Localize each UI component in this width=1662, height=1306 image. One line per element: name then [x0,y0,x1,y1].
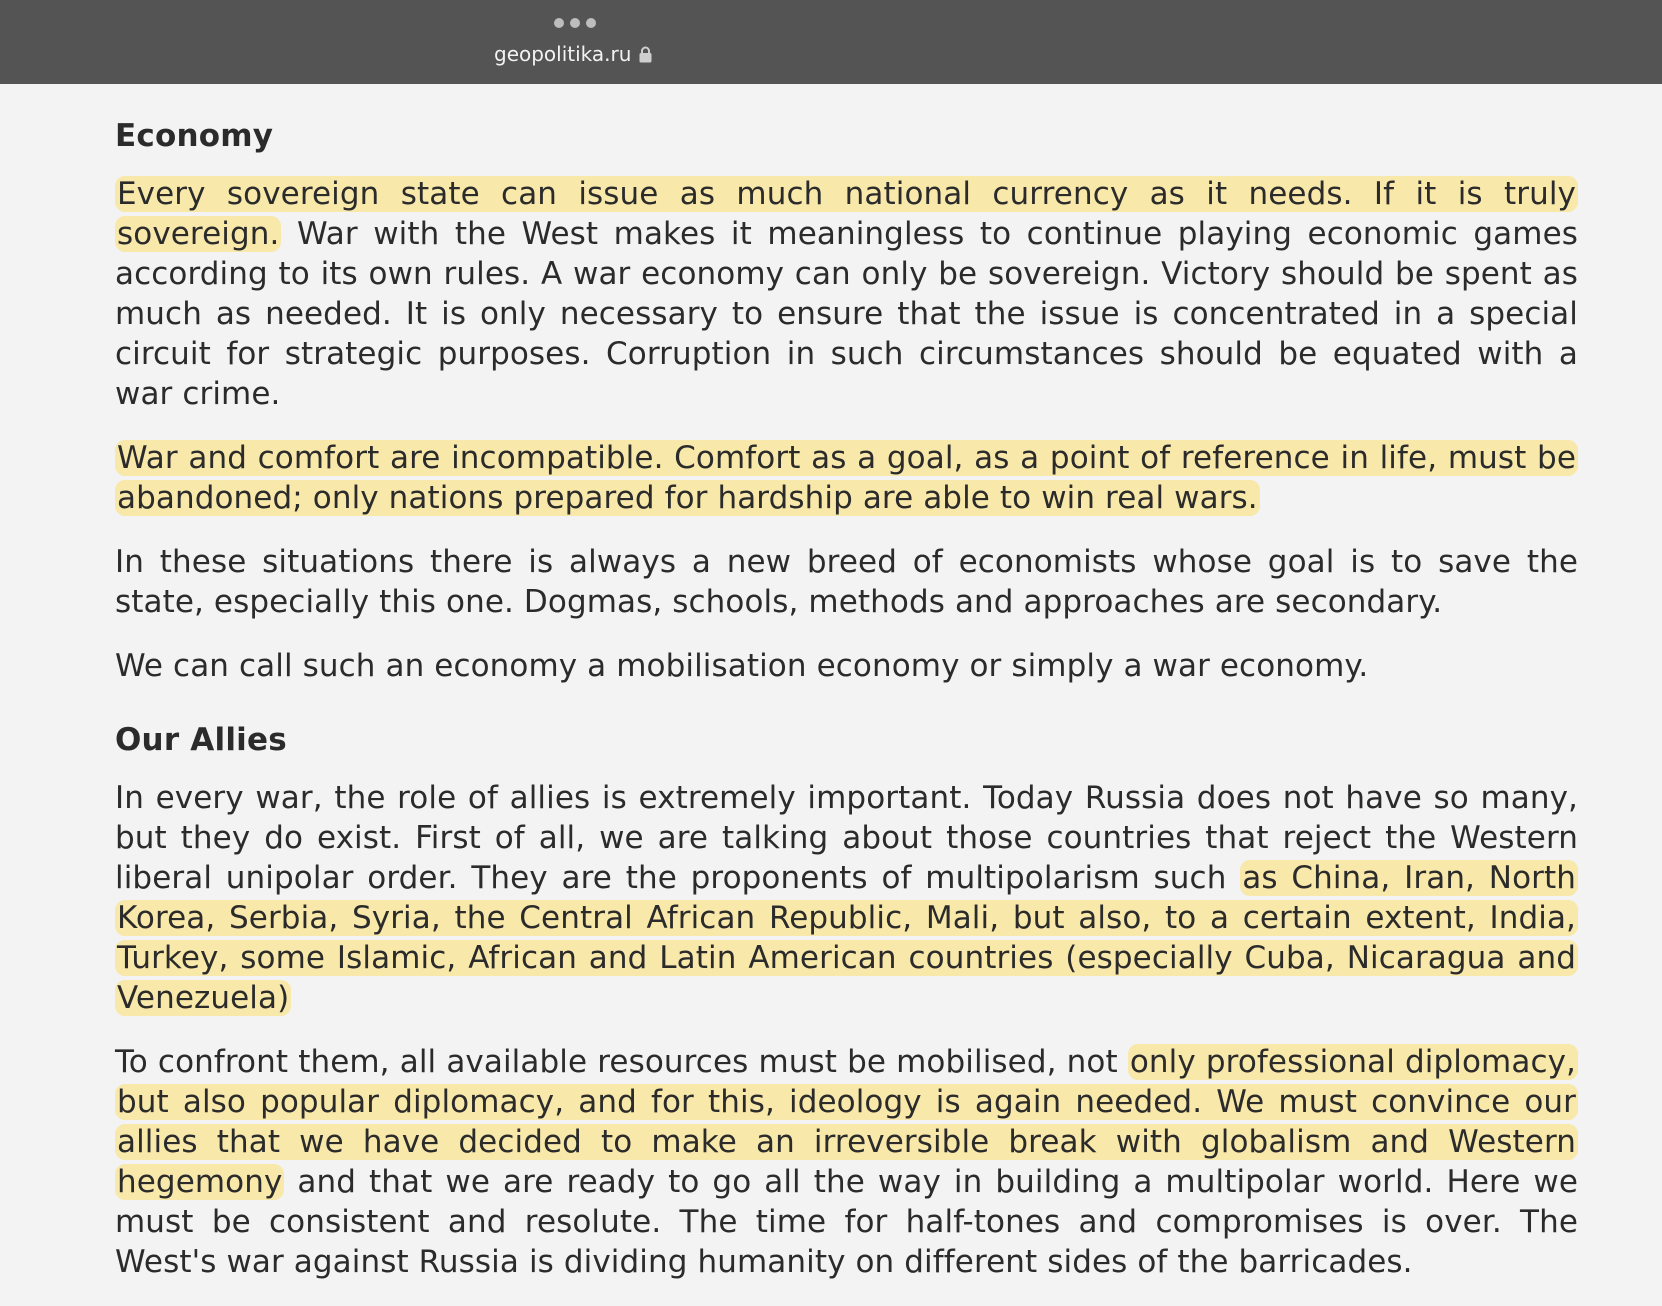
highlighted-text: as China, Iran, North Korea, Serbia, Syria, the Central African Republic, Mali, but also, to a certain extent, India, Turkey, some Islamic, African and Latin American countries (especially Cuba, Nicaragua and Venezuela) [117,860,1576,1016]
paragraph-text: and that we are ready to go all the way in building a multipolar world. Here we must be consistent and resolute. The time for half-tones and compromises is over. The West's war against Russia is dividing humanity on different sides of the barricades. [115,1164,1578,1280]
more-options-icon[interactable] [554,18,596,28]
paragraph [115,646,1578,686]
section-heading-our-allies: Our Allies [115,722,287,758]
paragraph-text: To confront them, all available resources must be mobilised, not [115,1044,1128,1080]
paragraph-text: In these situations there is always a new breed of economists whose goal is to save the state, especially this one. Dogmas, schools, methods and approaches are secondary. [115,544,1578,620]
highlighted-text: Every sovereign state can issue as much national currency as it needs. If it is truly sovereign. [117,176,1576,252]
browser-toolbar [0,0,1662,84]
paragraph-text: In every war, the role of allies is extremely important. Today Russia does not have so many, but they do exist. First of all, we are talking about those countries that reject the Western liberal unipolar order. They are the proponents of multipolarism such [115,780,1578,896]
paragraph [115,542,1578,622]
paragraph [115,1042,1578,1282]
paragraph-text: We can call such an economy a mobilisation economy or simply a war economy. [115,648,1369,684]
article-body [115,84,1578,1306]
lock-icon [639,46,652,63]
dot [586,18,596,28]
highlighted-text: only professional diplomacy, but also popular diplomacy, and for this, ideology is again needed. We must convince our allies that we have decided to make an irreversible break with globalism and Western hegemony [117,1044,1576,1200]
highlighted-text: War and comfort are incompatible. Comfort as a goal, as a point of reference in life, must be abandoned; only nations prepared for hardship are able to win real wars. [117,440,1576,516]
address-bar[interactable] [494,42,652,66]
section-heading-economy: Economy [115,118,274,154]
paragraph [115,778,1578,1018]
dot [554,18,564,28]
dot [570,18,580,28]
paragraph [115,174,1578,414]
paragraph-text: War with the West makes it meaningless to continue playing economic games according to its own rules. A war economy can only be sovereign. Victory should be spent as much as needed. It is only necessary to ensure that the issue is concentrated in a special circuit for strategic purposes. Corruption in such circumstances should be equated with a war crime. [115,216,1578,412]
paragraph [115,438,1578,518]
url-text: geopolitika.ru [494,42,632,66]
